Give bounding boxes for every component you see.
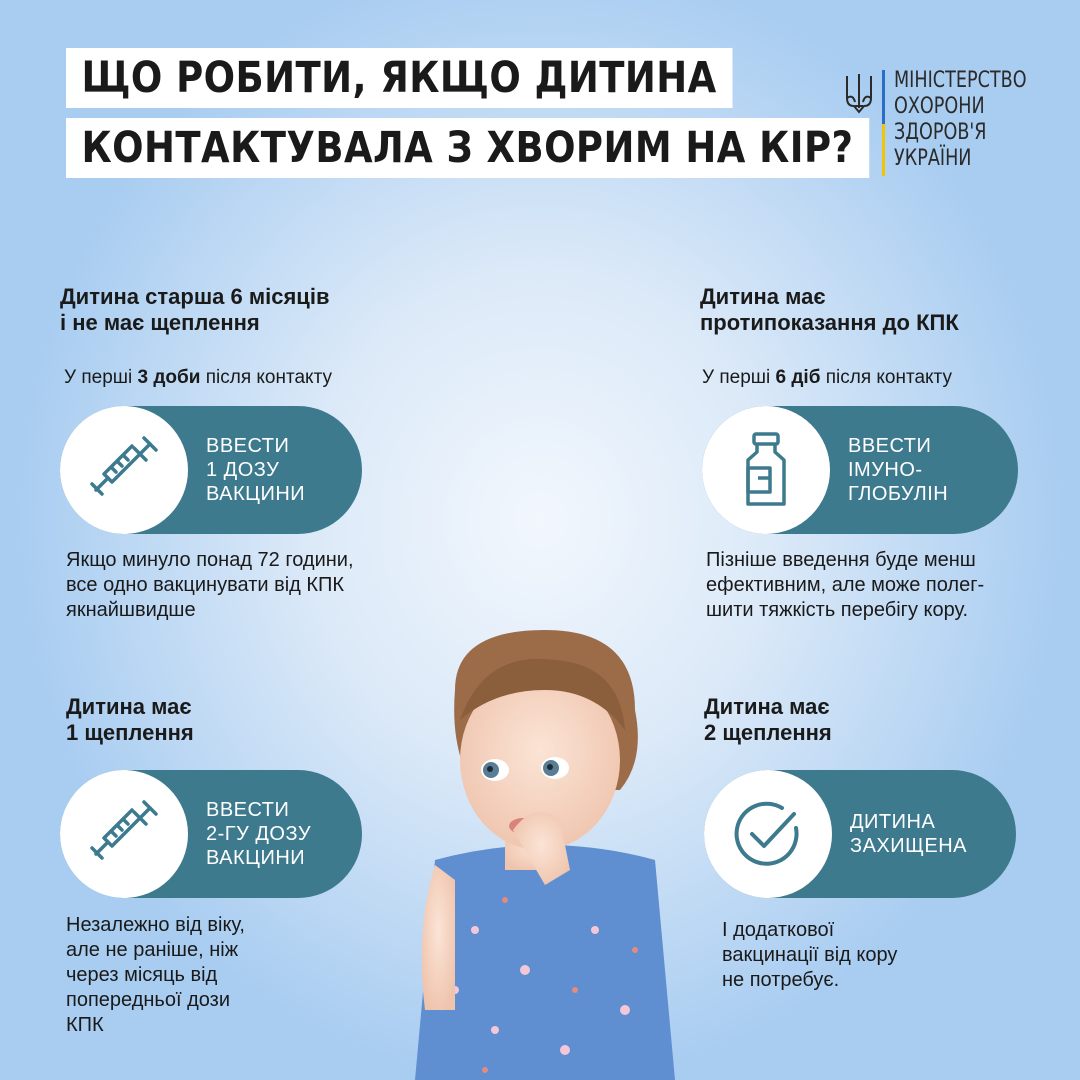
s2-heading (700, 284, 959, 336)
s4-heading (704, 694, 832, 746)
s3-pill-line: ВВЕСТИ (206, 799, 290, 821)
logo-text (894, 68, 1027, 172)
s1-action-pill (60, 406, 362, 534)
s3-action-pill (60, 770, 362, 898)
s1-pill-line: ВАКЦИНИ (206, 483, 306, 505)
vial-icon (724, 428, 808, 512)
s4-pill-line: ДИТИНА (850, 811, 936, 833)
s4-status-pill (704, 770, 1016, 898)
s1-note-line: все одно вакцинувати від КПК (66, 574, 345, 596)
s2-action-pill (702, 406, 1018, 534)
s2-pill-line: ВВЕСТИ (848, 435, 932, 457)
s3-pill-line: ВАКЦИНИ (206, 847, 306, 869)
s3-pill-line: 2-ГУ ДОЗУ (206, 823, 312, 845)
s2-intro-pre: У перші (702, 367, 776, 388)
s4-heading-line: 2 щеплення (704, 720, 832, 745)
s3-heading-line: 1 щеплення (66, 720, 194, 745)
s1-note-line: якнайшвидше (66, 599, 196, 621)
s4-pill-line: ЗАХИЩЕНА (850, 835, 968, 857)
s1-heading-line: і не має щеплення (60, 310, 260, 335)
s3-note (66, 913, 245, 1038)
logo-divider-yellow (882, 124, 885, 176)
trident-icon (844, 72, 874, 116)
s1-heading (60, 284, 329, 336)
checkmark-circle-icon (726, 792, 810, 876)
s4-heading-line: Дитина має (704, 694, 830, 719)
s2-intro-post: після контакту (820, 367, 952, 388)
s1-note (66, 548, 354, 623)
logo-line: ОХОРОНИ (894, 94, 985, 119)
s1-intro (64, 367, 332, 389)
s4-icon-circle (704, 770, 832, 898)
s1-pill-line: 1 ДОЗУ (206, 459, 280, 481)
s3-note-line: через місяць від (66, 964, 218, 986)
s3-note-line: попередньої дози (66, 989, 230, 1011)
s1-pill-line: ВВЕСТИ (206, 435, 290, 457)
s4-note-line: І додаткової (722, 919, 835, 941)
logo-line: УКРАЇНИ (894, 146, 972, 171)
s1-intro-post: після контакту (200, 367, 332, 388)
child-illustration (395, 630, 695, 1080)
s3-heading (66, 694, 194, 746)
s2-note (706, 548, 984, 623)
s3-note-line: КПК (66, 1014, 104, 1036)
s2-pill-line: ІМУНО- (848, 459, 923, 481)
s2-pill-text (848, 434, 948, 506)
s2-note-line: ефективним, але може полег- (706, 574, 985, 596)
syringe-icon (82, 428, 166, 512)
s4-note-line: не потребує. (722, 969, 840, 991)
s2-note-line: шити тяжкість перебігу кору. (706, 599, 969, 621)
s2-heading-line: Дитина має (700, 284, 826, 309)
s1-icon-circle (60, 406, 188, 534)
s3-note-line: Незалежно від віку, (66, 914, 245, 936)
s4-pill-text (850, 810, 967, 858)
logo-line: ЗДОРОВ'Я (894, 120, 987, 145)
s1-heading-line: Дитина старша 6 місяців (60, 284, 330, 309)
s1-note-line: Якщо минуло понад 72 години, (66, 549, 354, 571)
s3-icon-circle (60, 770, 188, 898)
s3-note-line: але не раніше, ніж (66, 939, 239, 961)
s2-icon-circle (702, 406, 830, 534)
s3-pill-text (206, 798, 311, 870)
s2-intro-bold: 6 діб (775, 367, 821, 388)
title-line-2: КОНТАКТУВАЛА З ХВОРИМ НА КІР? (66, 118, 869, 178)
logo-line: МІНІСТЕРСТВО (894, 68, 1027, 93)
s2-intro (702, 367, 952, 389)
title-line-1: ЩО РОБИТИ, ЯКЩО ДИТИНА (66, 48, 732, 108)
syringe-icon (82, 792, 166, 876)
s2-heading-line: протипоказання до КПК (700, 310, 959, 335)
logo-divider-blue (882, 70, 885, 124)
s1-intro-bold: 3 доби (137, 367, 201, 388)
s4-note-line: вакцинації від кору (722, 944, 898, 966)
s2-note-line: Пізніше введення буде менш (706, 549, 976, 571)
s1-intro-pre: У перші (64, 367, 138, 388)
s3-heading-line: Дитина має (66, 694, 192, 719)
s4-note (722, 918, 897, 993)
s1-pill-text (206, 434, 305, 506)
ministry-logo (842, 68, 1042, 180)
s2-pill-line: ГЛОБУЛІН (848, 483, 949, 505)
